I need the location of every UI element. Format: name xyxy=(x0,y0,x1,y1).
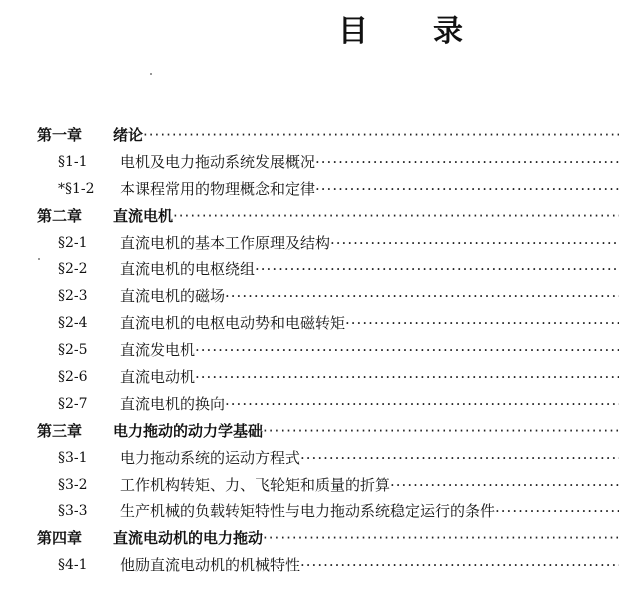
toc-section-entry[interactable] xyxy=(0,230,619,257)
page-title xyxy=(0,6,619,49)
toc-entry-title: 工作机构转矩、力、飞轮矩和质量的折算 ····· xyxy=(120,472,619,499)
toc-section-entry[interactable] xyxy=(0,472,619,499)
toc-entry-number: §3-1 xyxy=(58,449,88,466)
toc-chapter-entry[interactable] xyxy=(0,418,619,445)
toc-section-entry[interactable] xyxy=(0,337,619,364)
page-title-char-2: 录 xyxy=(433,14,463,49)
toc-section-entry[interactable] xyxy=(0,364,619,391)
toc-entry-title: 他励直流电动机的机械特性 ····· xyxy=(120,552,619,579)
toc-entry-number: §4-1 xyxy=(58,557,88,574)
toc-entry-number: 第三章 xyxy=(37,421,83,440)
toc-entry-title: 直流电机的电枢绕组 ····· xyxy=(120,256,619,283)
toc-entry-title: 直流发电机 ····· xyxy=(120,337,619,364)
toc-section-entry[interactable] xyxy=(0,310,619,337)
table-of-contents xyxy=(0,122,619,579)
toc-entry-title: 电力拖动系统的运动方程式 ····· xyxy=(120,445,619,472)
toc-entry-number: 第二章 xyxy=(37,206,83,225)
toc-entry-title: 直流电机的电枢电动势和电磁转矩 ····· xyxy=(120,310,619,337)
toc-entry-number: §1-1 xyxy=(58,153,88,170)
toc-entry-title: 电机及电力拖动系统发展概况 ····· xyxy=(120,149,619,176)
toc-entry-title: 本课程常用的物理概念和定律 ····· xyxy=(120,176,619,203)
toc-section-entry[interactable] xyxy=(0,391,619,418)
toc-chapter-entry[interactable] xyxy=(0,122,619,149)
toc-section-entry[interactable] xyxy=(0,256,619,283)
toc-entry-number: 第一章 xyxy=(37,126,83,144)
toc-entry-number: §2-1 xyxy=(58,234,88,251)
toc-entry-title: 电力拖动的动力学基础 ····· xyxy=(113,418,619,445)
toc-entry-number: §2-6 xyxy=(58,369,88,386)
toc-entry-number: §3-2 xyxy=(58,476,88,493)
toc-entry-number: 第四章 xyxy=(37,529,83,548)
toc-entry-number: §2-4 xyxy=(58,315,88,332)
toc-entry-title: 直流电机 ····· xyxy=(113,203,619,230)
toc-entry-number: §3-3 xyxy=(58,503,88,520)
toc-entry-title: 直流电机的换向 ····· xyxy=(120,391,619,418)
toc-entry-title: 生产机械的负载转矩特性与电力拖动系统稳定运行的条件 ····· xyxy=(120,498,619,525)
page-title-char-1: 目 xyxy=(338,14,368,49)
toc-section-entry[interactable] xyxy=(0,552,619,579)
toc-entry-title: 绪论 ····· xyxy=(113,122,619,149)
toc-entry-number: §2-7 xyxy=(58,395,88,412)
toc-entry-number: §2-5 xyxy=(58,342,88,359)
toc-entry-title: 直流电机的磁场 ····· xyxy=(120,283,619,310)
toc-section-entry[interactable] xyxy=(0,149,619,176)
toc-chapter-entry[interactable] xyxy=(0,525,619,552)
toc-section-entry[interactable] xyxy=(0,445,619,472)
toc-entry-number: §2-2 xyxy=(58,261,88,278)
toc-entry-title: 直流电机的基本工作原理及结构 ····· xyxy=(120,230,619,257)
toc-section-entry[interactable] xyxy=(0,283,619,310)
toc-entry-number: *§1-2 xyxy=(58,180,95,197)
toc-chapter-entry[interactable] xyxy=(0,203,619,230)
toc-section-entry[interactable] xyxy=(0,498,619,525)
toc-entry-number: §2-3 xyxy=(58,288,88,305)
toc-entry-title: 直流电动机的电力拖动 ····· xyxy=(113,525,619,552)
toc-entry-title: 直流电动机 ····· xyxy=(120,364,619,391)
toc-section-entry[interactable] xyxy=(0,176,619,203)
scan-speck xyxy=(150,73,152,75)
